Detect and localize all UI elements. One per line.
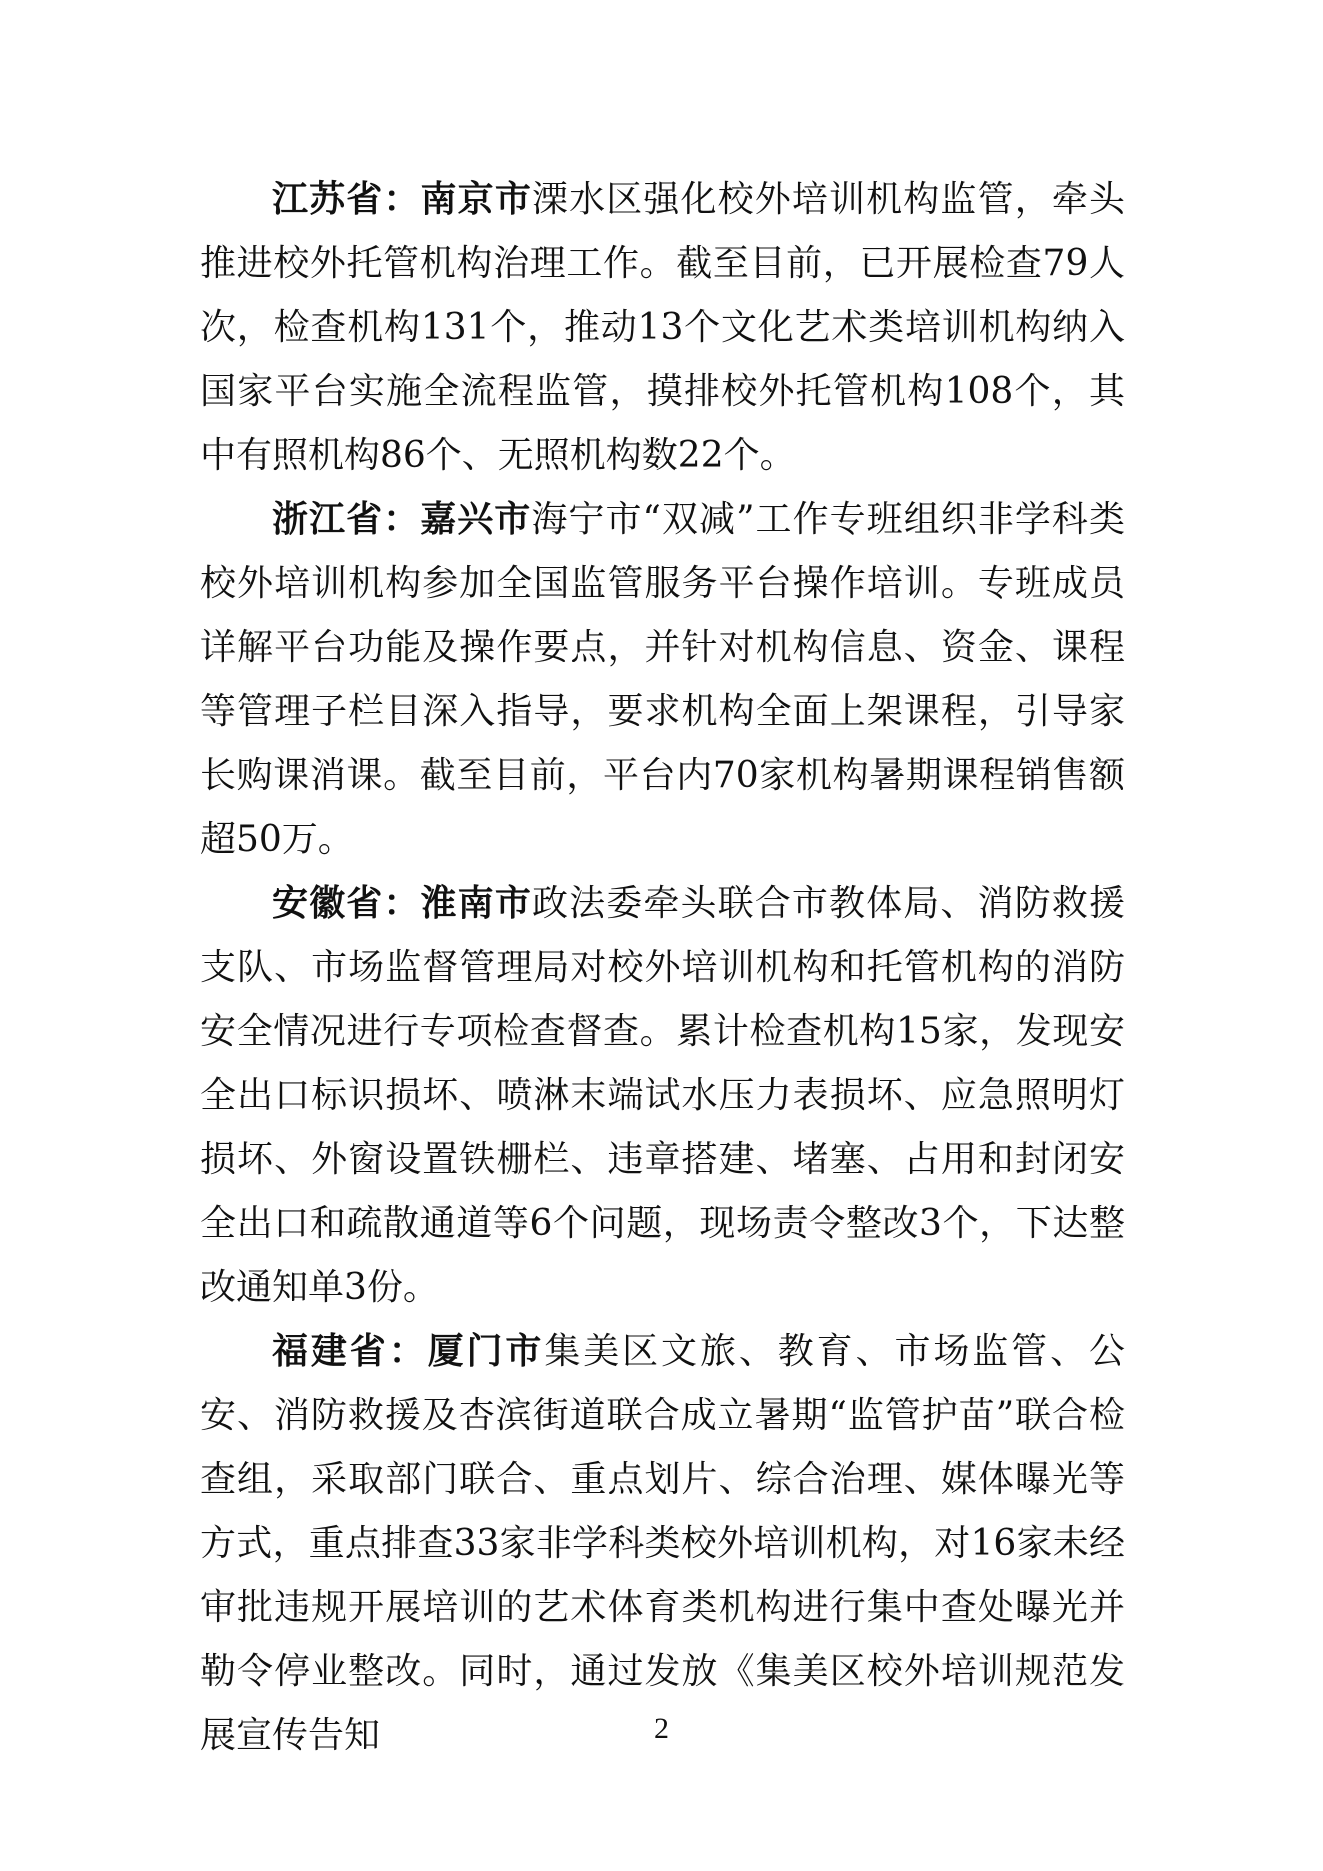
paragraph-jiangsu (200, 168, 1125, 488)
province-label: 浙江省： (272, 499, 421, 540)
province-label: 安徽省： (272, 883, 421, 924)
city-label: 南京市 (420, 179, 532, 220)
city-label: 嘉兴市 (420, 499, 532, 540)
paragraph-zhejiang (200, 488, 1125, 872)
paragraph-text: 海宁市“双减”工作专班组织非学科类校外培训机构参加全国监管服务平台操作培训。专班成员详解平台功能及操作要点，并针对机构信息、资金、课程等管理子栏目深入指导，要求机构全面上架课程，引导家长购课消课。截至目前，平台内70家机构暑期课程销售额超50万。 (200, 499, 1125, 860)
paragraph-fujian (200, 1320, 1125, 1768)
paragraph-anhui (200, 872, 1125, 1320)
document-body (200, 168, 1125, 1768)
paragraph-text: 溧水区强化校外培训机构监管，牵头推进校外托管机构治理工作。截至目前，已开展检查79人次，检查机构131个，推动13个文化艺术类培训机构纳入国家平台实施全流程监管，摸排校外托管机构108个，其中有照机构86个、无照机构数22个。 (200, 179, 1125, 476)
province-label: 江苏省： (272, 179, 421, 220)
paragraph-text: 政法委牵头联合市教体局、消防救援支队、市场监督管理局对校外培训机构和托管机构的消防安全情况进行专项检查督查。累计检查机构15家，发现安全出口标识损坏、喷淋末端试水压力表损坏、应急照明灯损坏、外窗设置铁栅栏、违章搭建、堵塞、占用和封闭安全出口和疏散通道等6个问题，现场责令整改3个，下达整改通知单3份。 (200, 883, 1125, 1308)
paragraph-text: 集美区文旅、教育、市场监管、公安、消防救援及杏滨街道联合成立暑期“监管护苗”联合检查组，采取部门联合、重点划片、综合治理、媒体曝光等方式，重点排查33家非学科类校外培训机构，对16家未经审批违规开展培训的艺术体育类机构进行集中查处曝光并勒令停业整改。同时，通过发放《集美区校外培训规范发展宣传告知 (200, 1331, 1125, 1756)
province-label: 福建省： (272, 1331, 428, 1372)
page-number: 2 (654, 1712, 669, 1745)
city-label: 淮南市 (420, 883, 532, 924)
city-label: 厦门市 (427, 1331, 545, 1372)
